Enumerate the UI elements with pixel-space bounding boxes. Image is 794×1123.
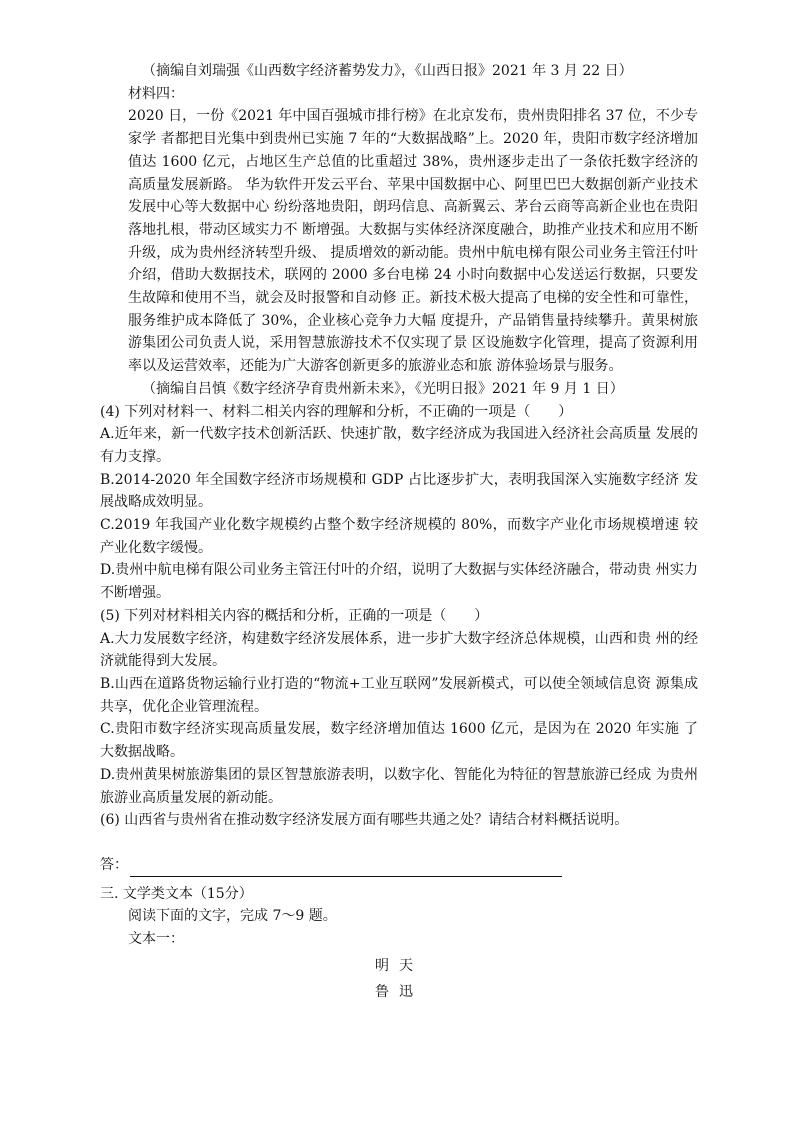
question-6-stem: (6) 山西省与贵州省在推动数字经济发展方面有哪些共通之处？请结合材料概括说明。 [100, 812, 629, 829]
question-5-option-a: A.大力发展数字经济，构建数字经济发展体系，进一步扩大数字经济总体规模，山西和贵 州的经济就能得到大发展。 [100, 630, 698, 670]
material-4-paragraph: 2020 日，一份《2021 年中国百强城市排行榜》在北京发布，贵州贵阳排名 37 位，不少专家学 者都把目光集中到贵州已实施 7 年的“大数据战略”上。2020 年，贵阳市数字经济增加值达 1600 亿元，占地区生产总值的比重超过 38%，贵州逐步走出了一条依托数字经济的高质量发展新路。 华为软件开发云平台、苹果中国数据中心、阿里巴巴大数据创新产业技术发展中心等大数据中心 纷纷落地贵阳，朗玛信息、高新翼云、茅台云商等高新企业也在贵阳落地扎根，带动区域实力不 断增强。大数据与实体经济深度融合，助推产业技术和应用不断升级，成为贵州经济转型升级、 提质增效的新动能。贵州中航电梯有限公司业务主管汪付叶介绍，借助大数据技术，联网的 2000 多台电梯 24 小时向数据中心发送运行数据，只要发生故障和使用不当，就会及时报警和自动修 正。新技术极大提高了电梯的安全性和可靠性，服务维护成本降低了 30%，企业核心竞争力大幅 度提升，产品销售量持续攀升。黄果树旅游集团公司负责人说，采用智慧旅游技术不仅实现了景 区设施数字化管理，提高了资源利用率以及运营效率，还能为广大游客创新更多的旅游业态和旅 游体验场景与服务。 [128, 108, 698, 375]
answer-line [100, 854, 698, 877]
source-citation-4: （摘编自吕慎《数字经济孕育贵州新未来》，《光明日报》2021 年 9 月 1 日） [142, 380, 624, 397]
answer-underline [130, 862, 562, 877]
question-5-option-b: B.山西在道路货物运输行业打造的“物流+工业互联网”发展新模式，可以使全领域信息资 源集成共享，优化企业管理流程。 [100, 675, 698, 715]
question-4-option-d: D.贵州中航电梯有限公司业务主管汪付叶的介绍，说明了大数据与实体经济融合，带动贵 州实力不断增强。 [100, 562, 698, 602]
question-4-option-c: C.2019 年我国产业化数字规模约占整个数字经济规模的 80%，而数字产业化市场规模增速 较产业化数字缓慢。 [100, 517, 698, 556]
text-1-label: 文本一： [128, 931, 184, 948]
question-4-option-a: A.近年来，新一代数字技术创新活跃、快速扩散，数字经济成为我国进入经济社会高质量 发展的有力支撑。 [100, 426, 698, 465]
material-4-label: 材料四： [128, 85, 184, 102]
question-4-stem: (4) 下列对材料一、材料二相关内容的理解和分析，不正确的一项是（ ） [100, 403, 573, 420]
answer-label: 答： [100, 856, 128, 873]
section-3-heading: 三. 文学类文本（15分） [100, 885, 253, 902]
question-5-option-c: C.贵阳市数字经济实现高质量发展，数字经济增加值达 1600 亿元，是因为在 2020 年实施 了大数据战略。 [100, 721, 698, 761]
poem-author: 鲁迅 [375, 984, 423, 1001]
source-citation-3: （摘编自刘瑞强《山西数字经济蓄势发力》，《山西日报》2021 年 3 月 22 日） [142, 63, 633, 79]
poem-title: 明天 [375, 957, 423, 974]
reading-instruction: 阅读下面的文字，完成 7～9 题。 [128, 908, 337, 925]
question-5-stem: (5) 下列对材料相关内容的概括和分析，正确的一项是（ ） [100, 607, 489, 624]
document-page [100, 60, 698, 1004]
question-5-option-d: D.贵州黄果树旅游集团的景区智慧旅游表明，以数字化、智能化为特征的智慧旅游已经成 为贵州旅游业高质量发展的新动能。 [100, 766, 698, 806]
question-4-option-b: B.2014-2020 年全国数字经济市场规模和 GDP 占比逐步扩大，表明我国深入实施数字经济 发展战略成效明显。 [100, 471, 698, 511]
